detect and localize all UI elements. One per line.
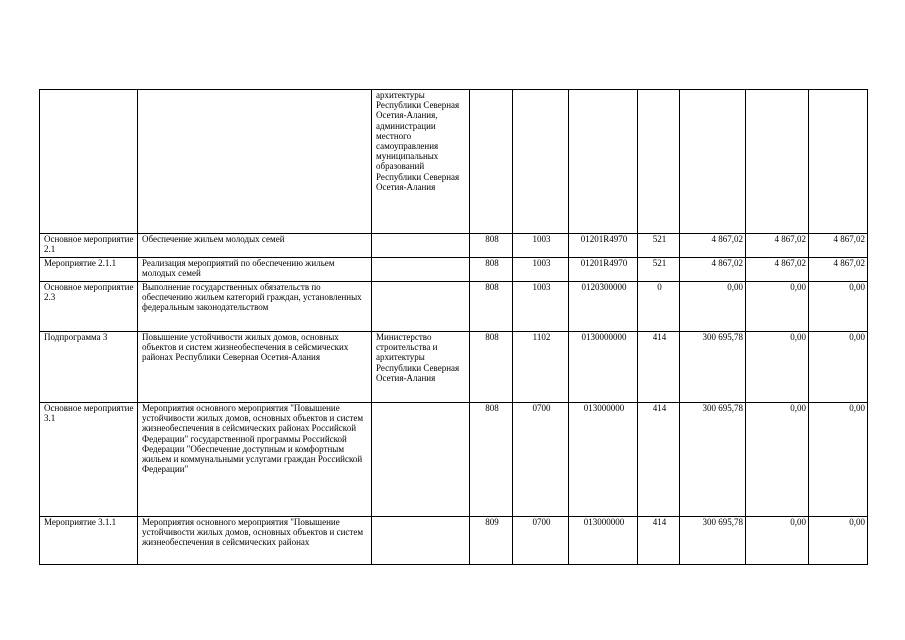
row-name [138, 90, 372, 234]
row-year3: 0,00 [809, 282, 868, 332]
row-year3 [809, 90, 868, 234]
row-year2: 4 867,02 [746, 234, 809, 258]
row-name: Реализация мероприятий по обеспечению жильем молодых семей [138, 258, 372, 282]
row-grbs: 809 [470, 517, 513, 565]
row-year1: 4 867,02 [680, 234, 746, 258]
table-body [40, 90, 868, 565]
table-row [40, 234, 868, 258]
row-executor [372, 258, 470, 282]
row-grbs: 808 [470, 332, 513, 403]
row-code: Подпрограмма 3 [40, 332, 138, 403]
row-name: Мероприятия основного мероприятия "Повышение устойчивости жилых домов, основных объектов и систем жизнеобеспечения в сейсмических районах [138, 517, 372, 565]
row-year2: 0,00 [746, 282, 809, 332]
row-year2: 0,00 [746, 517, 809, 565]
row-vr: 414 [638, 403, 680, 517]
row-name: Обеспечение жильем молодых семей [138, 234, 372, 258]
row-year2: 0,00 [746, 332, 809, 403]
row-executor [372, 517, 470, 565]
row-code: Мероприятие 2.1.1 [40, 258, 138, 282]
row-year2: 0,00 [746, 403, 809, 517]
row-csr [569, 90, 638, 234]
budget-table [39, 89, 868, 565]
row-year1 [680, 90, 746, 234]
table-row [40, 403, 868, 517]
row-rzpr: 0700 [513, 517, 569, 565]
table-row [40, 90, 868, 234]
row-vr [638, 90, 680, 234]
row-rzpr: 1102 [513, 332, 569, 403]
row-executor: архитектуры Республики Северная Осетия-Алания, администрации местного самоуправления муниципальных образований Республики Северная Осетия-Алания [372, 90, 470, 234]
row-csr: 01201R4970 [569, 258, 638, 282]
row-code: Основное мероприятие 2.3 [40, 282, 138, 332]
table-row [40, 258, 868, 282]
row-executor [372, 403, 470, 517]
row-executor [372, 282, 470, 332]
row-executor: Министерство строительства и архитектуры Республики Северная Осетия-Алания [372, 332, 470, 403]
row-vr: 0 [638, 282, 680, 332]
row-code [40, 90, 138, 234]
row-year1: 0,00 [680, 282, 746, 332]
row-year1: 300 695,78 [680, 332, 746, 403]
row-csr: 0120300000 [569, 282, 638, 332]
row-csr: 013000000 [569, 517, 638, 565]
row-executor [372, 234, 470, 258]
row-name: Повышение устойчивости жилых домов, основных объектов и систем жизнеобеспечения в сейсмических районах Республики Северная Осетия-Алания [138, 332, 372, 403]
row-vr: 414 [638, 332, 680, 403]
row-grbs: 808 [470, 234, 513, 258]
row-grbs: 808 [470, 403, 513, 517]
row-rzpr: 0700 [513, 403, 569, 517]
row-code: Основное мероприятие 2.1 [40, 234, 138, 258]
row-vr: 414 [638, 517, 680, 565]
row-name: Мероприятия основного мероприятия "Повышение устойчивости жилых домов, основных объектов и систем жизнеобеспечения в сейсмических районах Российской Федерации" государственной программы Российской Федерации "Обеспечение доступным и комфортным жильем и коммунальными услугами граждан Российской Федерации" [138, 403, 372, 517]
row-name: Выполнение государственных обязательств по обеспечению жильем категорий граждан, установленных федеральным законодательством [138, 282, 372, 332]
row-rzpr: 1003 [513, 258, 569, 282]
row-year3: 4 867,02 [809, 234, 868, 258]
row-year3: 0,00 [809, 517, 868, 565]
table-row [40, 282, 868, 332]
row-year3: 0,00 [809, 332, 868, 403]
row-grbs: 808 [470, 282, 513, 332]
row-rzpr [513, 90, 569, 234]
row-rzpr: 1003 [513, 282, 569, 332]
row-year1: 300 695,78 [680, 403, 746, 517]
row-csr: 013000000 [569, 403, 638, 517]
row-code: Мероприятие 3.1.1 [40, 517, 138, 565]
row-grbs: 808 [470, 258, 513, 282]
row-year2: 4 867,02 [746, 258, 809, 282]
row-csr: 01201R4970 [569, 234, 638, 258]
row-vr: 521 [638, 234, 680, 258]
row-rzpr: 1003 [513, 234, 569, 258]
table-row [40, 517, 868, 565]
row-code: Основное мероприятие 3.1 [40, 403, 138, 517]
row-grbs [470, 90, 513, 234]
row-year1: 300 695,78 [680, 517, 746, 565]
table-row [40, 332, 868, 403]
row-year3: 4 867,02 [809, 258, 868, 282]
row-year1: 4 867,02 [680, 258, 746, 282]
row-vr: 521 [638, 258, 680, 282]
row-csr: 0130000000 [569, 332, 638, 403]
row-year2 [746, 90, 809, 234]
row-year3: 0,00 [809, 403, 868, 517]
